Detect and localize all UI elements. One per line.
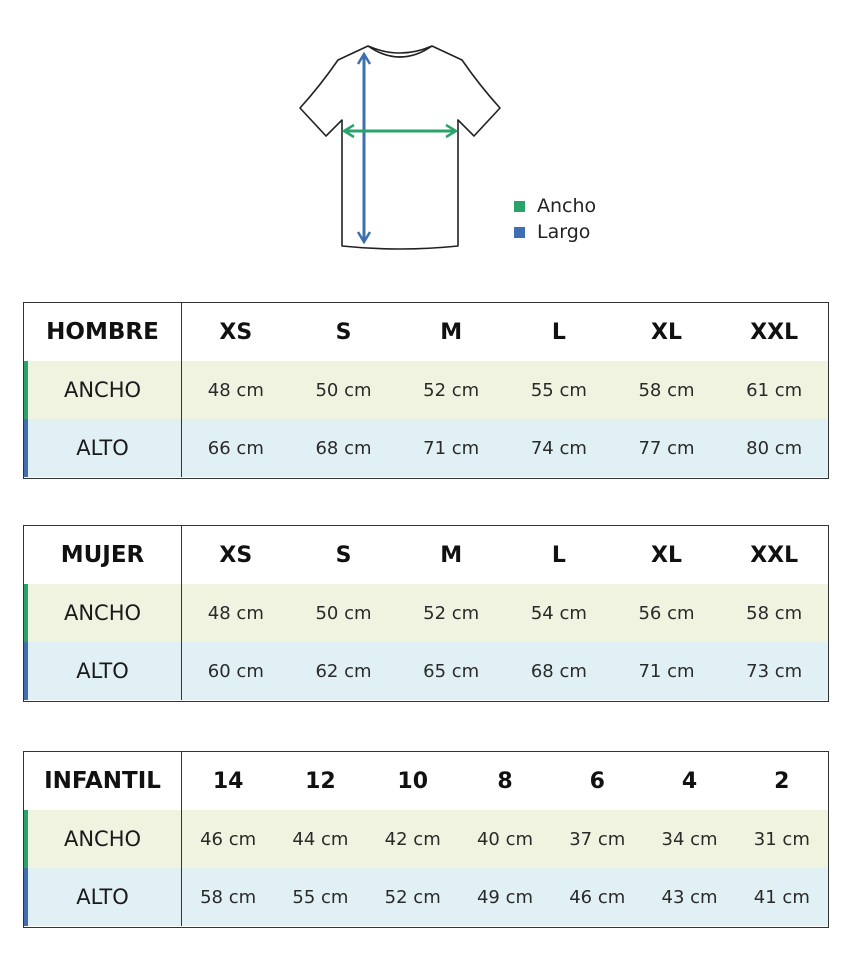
table-cell: 73 cm <box>746 660 803 682</box>
table-cell: 50 cm <box>315 602 372 624</box>
table-cell: 62 cm <box>315 660 372 682</box>
table-row-ancho <box>24 361 828 419</box>
ancho-accent-bar <box>24 584 28 642</box>
size-table-hombre <box>23 302 829 479</box>
alto-accent-bar <box>24 868 28 926</box>
table-cell: 65 cm <box>423 660 480 682</box>
legend-item-largo <box>514 219 596 245</box>
size-table-mujer <box>23 525 829 702</box>
table-cell: 31 cm <box>753 828 810 850</box>
row-label: ANCHO <box>63 601 142 625</box>
table-cell: 55 cm <box>530 379 587 401</box>
table-header-row <box>24 303 828 361</box>
legend <box>514 193 596 245</box>
size-header: 8 <box>497 768 513 794</box>
table-title: INFANTIL <box>24 752 182 810</box>
table-cell: 66 cm <box>207 437 264 459</box>
size-header: 14 <box>212 768 244 794</box>
size-header: 6 <box>589 768 605 794</box>
table-row-ancho <box>24 810 828 868</box>
table-cell: 52 cm <box>423 602 480 624</box>
row-label-cell <box>24 584 182 642</box>
table-cell: 52 cm <box>423 379 480 401</box>
table-cell: 80 cm <box>746 437 803 459</box>
table-cell: 68 cm <box>530 660 587 682</box>
alto-accent-bar <box>24 419 28 477</box>
size-header: XL <box>651 542 683 568</box>
ancho-accent-bar <box>24 810 28 868</box>
table-cell: 71 cm <box>423 437 480 459</box>
table-cell: 49 cm <box>476 886 534 908</box>
size-header: 2 <box>774 768 790 794</box>
table-cell: 55 cm <box>292 886 349 908</box>
table-title: MUJER <box>24 526 182 584</box>
table-cell: 42 cm <box>384 828 441 850</box>
table-cell: 58 cm <box>746 602 803 624</box>
size-table-infantil <box>23 751 829 928</box>
size-header: XXL <box>750 542 799 568</box>
row-label: ALTO <box>76 436 129 460</box>
table-cell: 46 cm <box>569 886 626 908</box>
alto-accent-bar <box>24 642 28 700</box>
table-row-alto <box>24 642 828 700</box>
size-header: L <box>551 542 566 568</box>
table-cell: 58 cm <box>638 379 695 401</box>
legend-label-largo: Largo <box>537 221 591 243</box>
size-header: 4 <box>681 768 698 794</box>
row-label-cell <box>24 361 182 419</box>
table-cell: 77 cm <box>638 437 695 459</box>
table-cell: 54 cm <box>530 602 587 624</box>
table-row-ancho <box>24 584 828 642</box>
legend-item-ancho <box>514 193 596 219</box>
legend-label-ancho: Ancho <box>537 195 597 217</box>
table-title: HOMBRE <box>24 303 182 361</box>
ancho-swatch-icon <box>514 201 525 212</box>
table-cell: 34 cm <box>661 828 718 850</box>
table-cell: 61 cm <box>746 379 803 401</box>
table-cell: 50 cm <box>315 379 372 401</box>
table-row-alto <box>24 419 828 477</box>
row-label-cell <box>24 810 182 868</box>
table-cell: 46 cm <box>200 828 257 850</box>
table-cell: 37 cm <box>569 828 626 850</box>
table-cell: 68 cm <box>315 437 372 459</box>
table-cell: 52 cm <box>384 886 441 908</box>
tshirt-icon <box>290 38 510 258</box>
tshirt-illustration <box>290 38 510 258</box>
size-header: M <box>440 542 463 568</box>
table-cell: 41 cm <box>753 886 810 908</box>
largo-swatch-icon <box>514 227 525 238</box>
row-label-cell <box>24 868 182 926</box>
row-label-cell <box>24 419 182 477</box>
row-label-cell <box>24 642 182 700</box>
table-row-alto <box>24 868 828 926</box>
row-label: ANCHO <box>63 827 142 851</box>
table-cell: 74 cm <box>530 437 587 459</box>
size-header: 10 <box>397 768 429 794</box>
size-header: M <box>440 319 463 345</box>
table-cell: 43 cm <box>661 886 718 908</box>
size-header: XS <box>219 542 253 568</box>
size-header: XL <box>651 319 683 345</box>
table-cell: 48 cm <box>207 379 264 401</box>
row-label: ALTO <box>76 659 129 683</box>
table-cell: 71 cm <box>638 660 695 682</box>
size-header: S <box>335 542 352 568</box>
size-header: 12 <box>305 768 336 794</box>
row-label: ANCHO <box>63 378 142 402</box>
row-label: ALTO <box>76 885 129 909</box>
size-header: L <box>551 319 566 345</box>
ancho-accent-bar <box>24 361 28 419</box>
table-header-row <box>24 526 828 584</box>
table-cell: 44 cm <box>292 828 349 850</box>
table-cell: 60 cm <box>207 660 264 682</box>
table-cell: 40 cm <box>476 828 534 850</box>
table-cell: 48 cm <box>207 602 264 624</box>
size-header: XS <box>219 319 253 345</box>
table-header-row <box>24 752 828 810</box>
size-header: XXL <box>750 319 799 345</box>
size-header: S <box>335 319 352 345</box>
table-cell: 56 cm <box>638 602 695 624</box>
table-cell: 58 cm <box>200 886 257 908</box>
